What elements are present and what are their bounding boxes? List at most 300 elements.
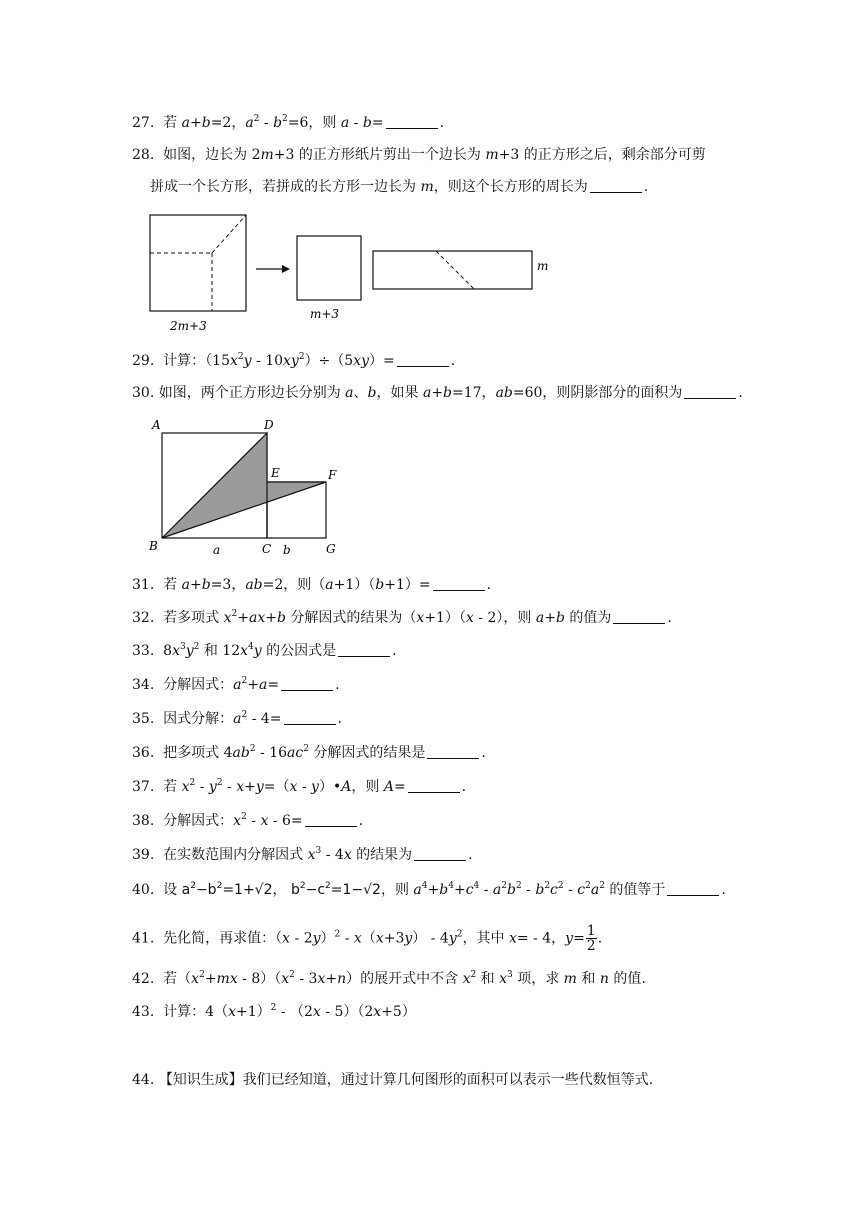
exponent: 2 <box>199 970 205 980</box>
text: - <box>521 882 536 898</box>
var: A <box>383 779 394 795</box>
var: x <box>236 779 245 795</box>
answer-blank[interactable] <box>433 576 485 591</box>
question-36 <box>132 743 486 763</box>
question-number: 34. <box>132 677 155 693</box>
var: a <box>245 115 254 131</box>
answer-blank[interactable] <box>338 642 390 657</box>
text: b <box>290 882 300 898</box>
label-m3: m+3 <box>310 307 340 321</box>
var: y <box>404 930 413 947</box>
text: +1）= <box>384 577 431 593</box>
text: 和 <box>476 971 500 987</box>
text: +3 <box>383 930 405 947</box>
text: 先化简，再求值：（ <box>163 930 283 947</box>
question-30 <box>132 383 743 403</box>
text: 若 <box>163 577 182 593</box>
text: =60，则阴影部分的面积为 <box>512 385 683 401</box>
text: - <box>340 930 354 947</box>
text: ）= <box>369 353 395 369</box>
var: x <box>375 930 384 947</box>
var: y <box>311 779 319 795</box>
question-number: 36. <box>132 745 155 761</box>
text: ） - 4 <box>412 930 449 947</box>
text: - <box>349 115 363 131</box>
text: . <box>358 813 364 829</box>
var: b <box>443 385 453 401</box>
answer-blank[interactable] <box>284 710 336 725</box>
var: x <box>312 1004 321 1020</box>
var: m <box>563 971 577 987</box>
exponent: 2 <box>249 744 256 754</box>
exponent: 2 <box>334 929 341 940</box>
text: 把多项式 4 <box>163 745 233 761</box>
text: 和 12 <box>199 643 241 659</box>
var: b <box>507 882 516 898</box>
label-G: G <box>326 542 336 556</box>
text: = <box>573 930 585 947</box>
var: n <box>337 971 347 987</box>
var: x <box>462 971 471 987</box>
text: =1−√2 <box>330 882 381 898</box>
label-F: F <box>328 468 337 482</box>
answer-blank[interactable] <box>281 676 333 691</box>
var: x <box>181 779 190 795</box>
question-31 <box>132 575 491 595</box>
text: 若 <box>163 779 182 795</box>
var: b <box>555 610 565 626</box>
var: x <box>233 813 242 829</box>
text: ，则 <box>351 779 384 795</box>
exponent: 2 <box>241 812 247 822</box>
text: - 2 <box>290 930 313 947</box>
text: 8 <box>163 643 173 659</box>
question-42 <box>132 969 646 989</box>
text: 计算：（15 <box>163 353 230 369</box>
text: −c <box>305 882 326 898</box>
exponent: 2 <box>325 881 331 891</box>
var: x <box>281 971 290 987</box>
text: = <box>371 115 384 131</box>
var: ab <box>232 745 250 761</box>
exponent: 3 <box>180 642 186 652</box>
text: + <box>189 577 202 593</box>
text: - 5）（2 <box>320 1004 374 1020</box>
exponent: 2 <box>189 778 196 788</box>
exponent: 2 <box>456 929 463 940</box>
text: - <box>563 882 578 898</box>
text: + <box>453 882 466 898</box>
exponent: 2 <box>289 970 295 980</box>
text: + <box>204 971 217 987</box>
var: c <box>550 882 558 898</box>
big-square <box>150 215 246 311</box>
exponent: 2 <box>231 609 238 619</box>
text: 分解因式： <box>163 813 234 829</box>
label-D: D <box>264 418 274 432</box>
text: =1+√2 <box>222 882 273 898</box>
var: a <box>181 577 190 593</box>
var: a <box>535 610 545 626</box>
var: x <box>465 610 474 626</box>
text: +3 的正方形纸片剪出一个边长为 <box>273 147 486 163</box>
text: + <box>265 610 277 626</box>
text: - （2 <box>276 1004 313 1020</box>
equation-image-1 <box>182 882 273 898</box>
text: =6，则 <box>287 115 341 131</box>
question-number: 40. <box>132 882 155 898</box>
var: ab <box>495 385 513 401</box>
question-number: 35. <box>132 711 155 727</box>
exponent: 2 <box>299 881 306 891</box>
text: ，则这个长方形的周长为 <box>433 179 588 195</box>
text: 因式分解： <box>163 711 234 727</box>
text: 拼成一个长方形，若拼成的长方形一边长为 <box>150 179 421 195</box>
var: y <box>208 779 217 795</box>
exponent: 3 <box>315 846 322 856</box>
fraction-one-half <box>586 924 597 953</box>
exponent: 2 <box>193 642 200 652</box>
text: 若 <box>163 115 182 131</box>
exponent: 2 <box>501 881 507 891</box>
text: ）÷（5 <box>304 353 354 369</box>
exponent: 2 <box>253 114 260 124</box>
text: 的值为 <box>564 610 612 626</box>
text: . <box>486 577 492 593</box>
text: - <box>479 882 493 898</box>
text: + <box>189 115 202 131</box>
question-number: 41. <box>132 930 155 947</box>
text: - 3 <box>294 971 318 987</box>
answer-blank[interactable] <box>427 744 479 759</box>
label-m: m <box>537 259 549 273</box>
question-number: 30. <box>132 385 155 401</box>
var: y <box>253 643 262 659</box>
var: mx <box>216 971 238 987</box>
question-number: 43. <box>132 1004 155 1020</box>
long-rectangle <box>373 251 532 289</box>
var: c <box>577 882 586 898</box>
text: 若（ <box>163 971 192 987</box>
text: 如图，两个正方形边长分别为 <box>158 385 346 401</box>
var: x <box>416 610 425 626</box>
text: 计算：4（ <box>163 1004 229 1020</box>
text: ，如果 <box>376 385 423 401</box>
answer-blank[interactable] <box>684 384 736 399</box>
label-2m3: 2m+3 <box>170 319 207 333</box>
answer-blank[interactable] <box>414 846 466 861</box>
text: - <box>246 813 261 829</box>
text: - 4 <box>321 847 344 863</box>
text: + <box>427 882 440 898</box>
var: ac <box>287 745 304 761</box>
text: 的结果为 <box>351 847 413 863</box>
var: a <box>422 385 432 401</box>
var: x <box>508 930 517 947</box>
var: b <box>375 577 385 593</box>
var: b <box>362 115 372 131</box>
exponent: 2 <box>190 881 196 891</box>
exponent: 2 <box>515 881 522 891</box>
text: 如图，边长为 2 <box>163 147 261 163</box>
exponent: 3 <box>507 970 513 980</box>
text: - <box>195 779 209 795</box>
question-number: 44. <box>132 1072 155 1088</box>
exponent: 2 <box>599 881 605 891</box>
figure-28 <box>140 210 570 335</box>
question-number: 42. <box>132 971 155 987</box>
text: +3 的正方形之后，剩余部分可剪 <box>498 147 706 163</box>
text: + <box>247 677 259 693</box>
text: = - 4， <box>516 930 566 947</box>
var: x <box>499 971 508 987</box>
exponent: 2 <box>216 881 223 891</box>
text: + <box>237 610 249 626</box>
text: 和 <box>576 971 600 987</box>
question-34 <box>132 675 340 695</box>
exponent: 4 <box>473 881 480 891</box>
var: xy <box>353 353 370 369</box>
text: . <box>597 930 603 947</box>
var: y <box>185 643 194 659</box>
question-28 <box>132 145 706 165</box>
var: m <box>260 147 274 163</box>
question-32 <box>132 608 672 628</box>
exponent: 4 <box>421 881 428 891</box>
var: n <box>599 971 609 987</box>
var: b <box>535 882 545 898</box>
text: . <box>461 779 467 795</box>
question-37 <box>132 777 466 797</box>
text: . <box>667 610 672 626</box>
answer-blank[interactable] <box>386 114 438 129</box>
text: + <box>325 971 338 987</box>
question-39 <box>132 845 473 865</box>
var: x <box>317 971 326 987</box>
var: c <box>465 882 474 898</box>
var: x <box>223 610 232 626</box>
text: 分解因式： <box>163 677 234 693</box>
answer-blank[interactable] <box>590 178 642 193</box>
text: . <box>450 353 456 369</box>
text: - <box>259 115 274 131</box>
text: ， <box>272 882 291 898</box>
text: =2，则（ <box>262 577 326 593</box>
text: ） <box>320 930 335 947</box>
question-number: 32. <box>132 610 155 626</box>
text: + <box>431 385 444 401</box>
var: a <box>492 882 502 898</box>
question-29 <box>132 351 455 371</box>
numerator: 1 <box>586 923 596 939</box>
var: a <box>340 115 350 131</box>
text: . <box>468 847 473 863</box>
text: - 4= <box>247 711 282 727</box>
text: . <box>721 882 726 898</box>
var: x <box>353 930 362 947</box>
label-A: A <box>152 418 161 432</box>
text: （ <box>361 930 376 947</box>
exponent: 2 <box>298 352 305 362</box>
answer-blank[interactable] <box>408 778 460 793</box>
var: b <box>439 882 449 898</box>
exponent: 2 <box>544 881 551 891</box>
equation-image-2 <box>291 882 381 898</box>
question-number: 38. <box>132 813 155 829</box>
text: 分解因式的结果为（ <box>285 610 417 626</box>
text: 项，求 <box>512 971 564 987</box>
text: −b <box>195 882 217 898</box>
exponent: 2 <box>241 676 248 686</box>
text: + <box>244 779 256 795</box>
text: - 6= <box>268 813 303 829</box>
text: +1） <box>236 1004 271 1020</box>
text: =2， <box>210 115 246 131</box>
var: y <box>565 930 574 947</box>
dashed-cut <box>436 251 474 289</box>
denominator: 2 <box>586 938 596 954</box>
var: x <box>260 813 269 829</box>
var: a <box>345 385 354 401</box>
text: =17， <box>452 385 496 401</box>
var: a <box>181 115 190 131</box>
var: y <box>243 353 252 369</box>
answer-blank[interactable] <box>397 352 449 367</box>
question-38 <box>132 811 363 831</box>
var: a <box>233 711 242 727</box>
question-43 <box>132 1002 416 1022</box>
exponent: 2 <box>237 352 244 362</box>
text: ，其中 <box>462 930 509 947</box>
var: x <box>282 930 291 947</box>
answer-blank[interactable] <box>613 609 665 624</box>
question-number: 27. <box>132 115 155 131</box>
var: y <box>312 930 321 947</box>
text: ，则 <box>380 882 414 898</box>
exponent: 4 <box>248 642 254 652</box>
text: = <box>393 779 406 795</box>
var: a <box>233 677 242 693</box>
question-33 <box>132 641 397 661</box>
var: a <box>590 882 600 898</box>
exponent: 2 <box>585 881 591 891</box>
text: = <box>267 677 280 693</box>
var: x <box>228 1004 236 1020</box>
text: - <box>222 779 237 795</box>
answer-blank[interactable] <box>667 881 719 896</box>
var: x <box>289 779 298 795</box>
exponent: 2 <box>303 744 309 754</box>
var: b <box>367 385 377 401</box>
text: 的值. <box>608 971 646 987</box>
exponent: 2 <box>270 1003 277 1013</box>
var: x <box>172 643 180 659</box>
text: a <box>181 882 191 898</box>
text: +5） <box>381 1004 416 1020</box>
text: +1）（ <box>333 577 376 593</box>
var: a <box>325 577 334 593</box>
text: - 8）（ <box>237 971 282 987</box>
var: xy <box>283 353 299 369</box>
question-40 <box>132 880 726 900</box>
var: x <box>307 847 316 863</box>
text: . <box>392 643 397 659</box>
text: =（ <box>263 779 290 795</box>
question-35 <box>132 709 342 729</box>
question-27 <box>132 113 444 133</box>
exponent: 2 <box>241 710 248 720</box>
text: 在实数范围内分解因式 <box>163 847 308 863</box>
text: . <box>481 745 486 761</box>
label-b: b <box>283 543 291 557</box>
text: - <box>297 779 312 795</box>
text: =3， <box>210 577 246 593</box>
question-44 <box>132 1070 653 1090</box>
label-C: C <box>262 542 272 556</box>
exponent: 2 <box>470 970 477 980</box>
question-number: 29. <box>132 353 155 369</box>
var: b <box>201 115 211 131</box>
var: ax <box>249 610 266 626</box>
var: A <box>341 779 352 795</box>
question-number: 39. <box>132 847 155 863</box>
text: - 2），则 <box>473 610 536 626</box>
var: x <box>230 353 238 369</box>
text: . <box>335 677 340 693</box>
question-28-line2 <box>150 177 648 197</box>
text: 分解因式的结果是 <box>308 745 426 761</box>
var: a <box>413 882 422 898</box>
text: . <box>643 179 649 195</box>
text: 设 <box>163 882 182 898</box>
text: . <box>439 115 445 131</box>
question-number: 31. <box>132 577 155 593</box>
text: - 16 <box>255 745 288 761</box>
var: x <box>240 643 249 659</box>
label-a: a <box>213 543 221 557</box>
figure-30 <box>140 413 360 563</box>
text: 、 <box>353 385 368 401</box>
text: ）的展开式中不含 <box>346 971 463 987</box>
exponent: 2 <box>557 881 564 891</box>
text: + <box>544 610 556 626</box>
var: m <box>420 179 434 195</box>
arrowhead-icon <box>282 265 290 273</box>
var: y <box>255 779 264 795</box>
question-number: 28. <box>132 147 155 163</box>
var: b <box>273 115 283 131</box>
text: +1）（ <box>424 610 466 626</box>
text: 若多项式 <box>163 610 224 626</box>
text: - 10 <box>251 353 284 369</box>
answer-blank[interactable] <box>305 812 357 827</box>
text: 的公因式是 <box>261 643 337 659</box>
var: a <box>259 677 268 693</box>
label-E: E <box>271 466 280 480</box>
text: . <box>337 711 342 727</box>
text: ）• <box>318 779 342 795</box>
shaded-region <box>162 433 326 538</box>
var: x <box>373 1004 382 1020</box>
text: 【知识生成】我们已经知道，通过计算几何图形的面积可以表示一些代数恒等式. <box>158 1072 654 1088</box>
question-number: 33. <box>132 643 155 659</box>
dashed-cut <box>212 215 246 253</box>
small-square <box>297 236 361 300</box>
var: y <box>448 930 457 947</box>
var: ab <box>245 577 263 593</box>
exponent: 2 <box>282 114 288 124</box>
var: b <box>276 610 286 626</box>
